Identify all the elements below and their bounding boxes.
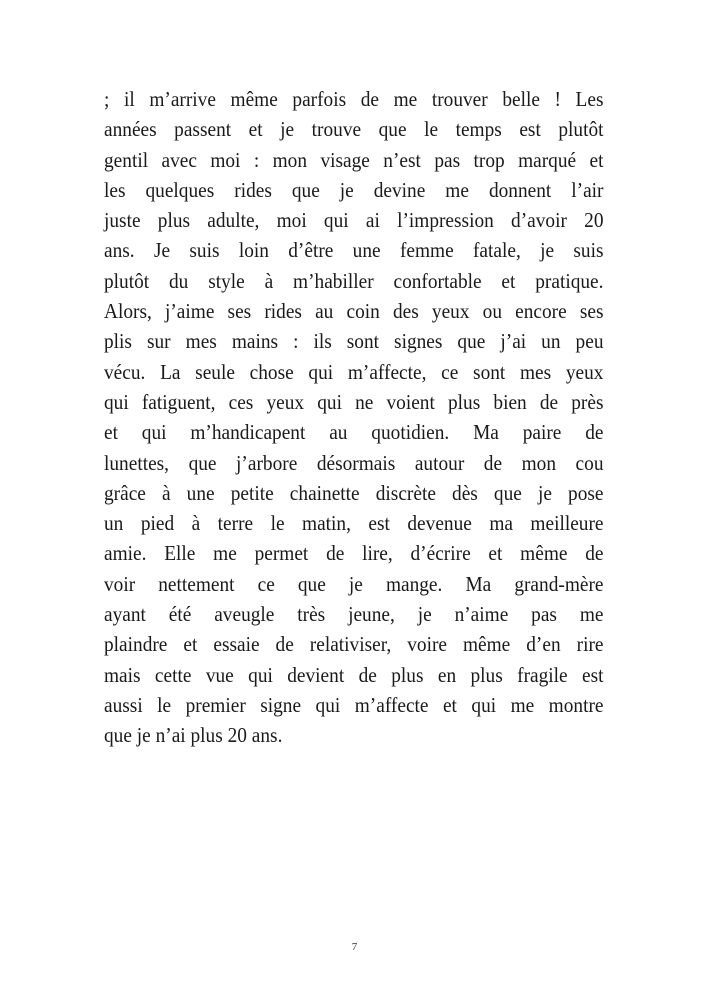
text-line: les quelques rides que je devine me donnent l’air: [104, 177, 604, 202]
text-line: grâce à une petite chainette discrète dès que je pose: [104, 480, 604, 505]
text-line: gentil avec moi : mon visage n’est pas trop marqué et: [104, 147, 604, 172]
text-line: qui fatiguent, ces yeux qui ne voient plus bien de près: [104, 389, 604, 414]
text-line: voir nettement ce que je mange. Ma grand-mère: [104, 571, 604, 596]
text-line: un pied à terre le matin, est devenue ma meilleure: [104, 511, 604, 536]
text-line: plis sur mes mains : ils sont signes que j’ai un peu: [104, 329, 604, 354]
text-line: ; il m’arrive même parfois de me trouver belle ! Les: [104, 87, 604, 111]
text-line: et qui m’handicapent au quotidien. Ma paire de: [104, 420, 604, 445]
text-line: plutôt du style à m’habiller confortable et pratique.: [104, 268, 604, 293]
text-line: juste plus adulte, moi qui ai l’impression d’avoir 20: [104, 208, 604, 233]
text-line: ayant été aveugle très jeune, je n’aime pas me: [104, 602, 604, 627]
text-line: amie. Elle me permet de lire, d’écrire et même de: [104, 541, 604, 566]
text-line: Alors, j’aime ses rides au coin des yeux ou encore ses: [104, 299, 604, 324]
body-paragraph: [104, 84, 604, 751]
text-line: mais cette vue qui devient de plus en plus fragile est: [104, 662, 604, 687]
text-line: années passent et je trouve que le temps est plutôt: [104, 117, 604, 142]
page-number: 7: [351, 941, 358, 953]
text-line: ans. Je suis loin d’être une femme fatale, je suis: [104, 238, 604, 263]
text-line: aussi le premier signe qui m’affecte et qui me montre: [104, 692, 604, 717]
text-line: vécu. La seule chose qui m’affecte, ce sont mes yeux: [104, 359, 604, 384]
text-line: lunettes, que j’arbore désormais autour de mon cou: [104, 450, 604, 475]
text-line: plaindre et essaie de relativiser, voire même d’en rire: [104, 632, 604, 657]
text-line: que je n’ai plus 20 ans.: [104, 723, 283, 748]
